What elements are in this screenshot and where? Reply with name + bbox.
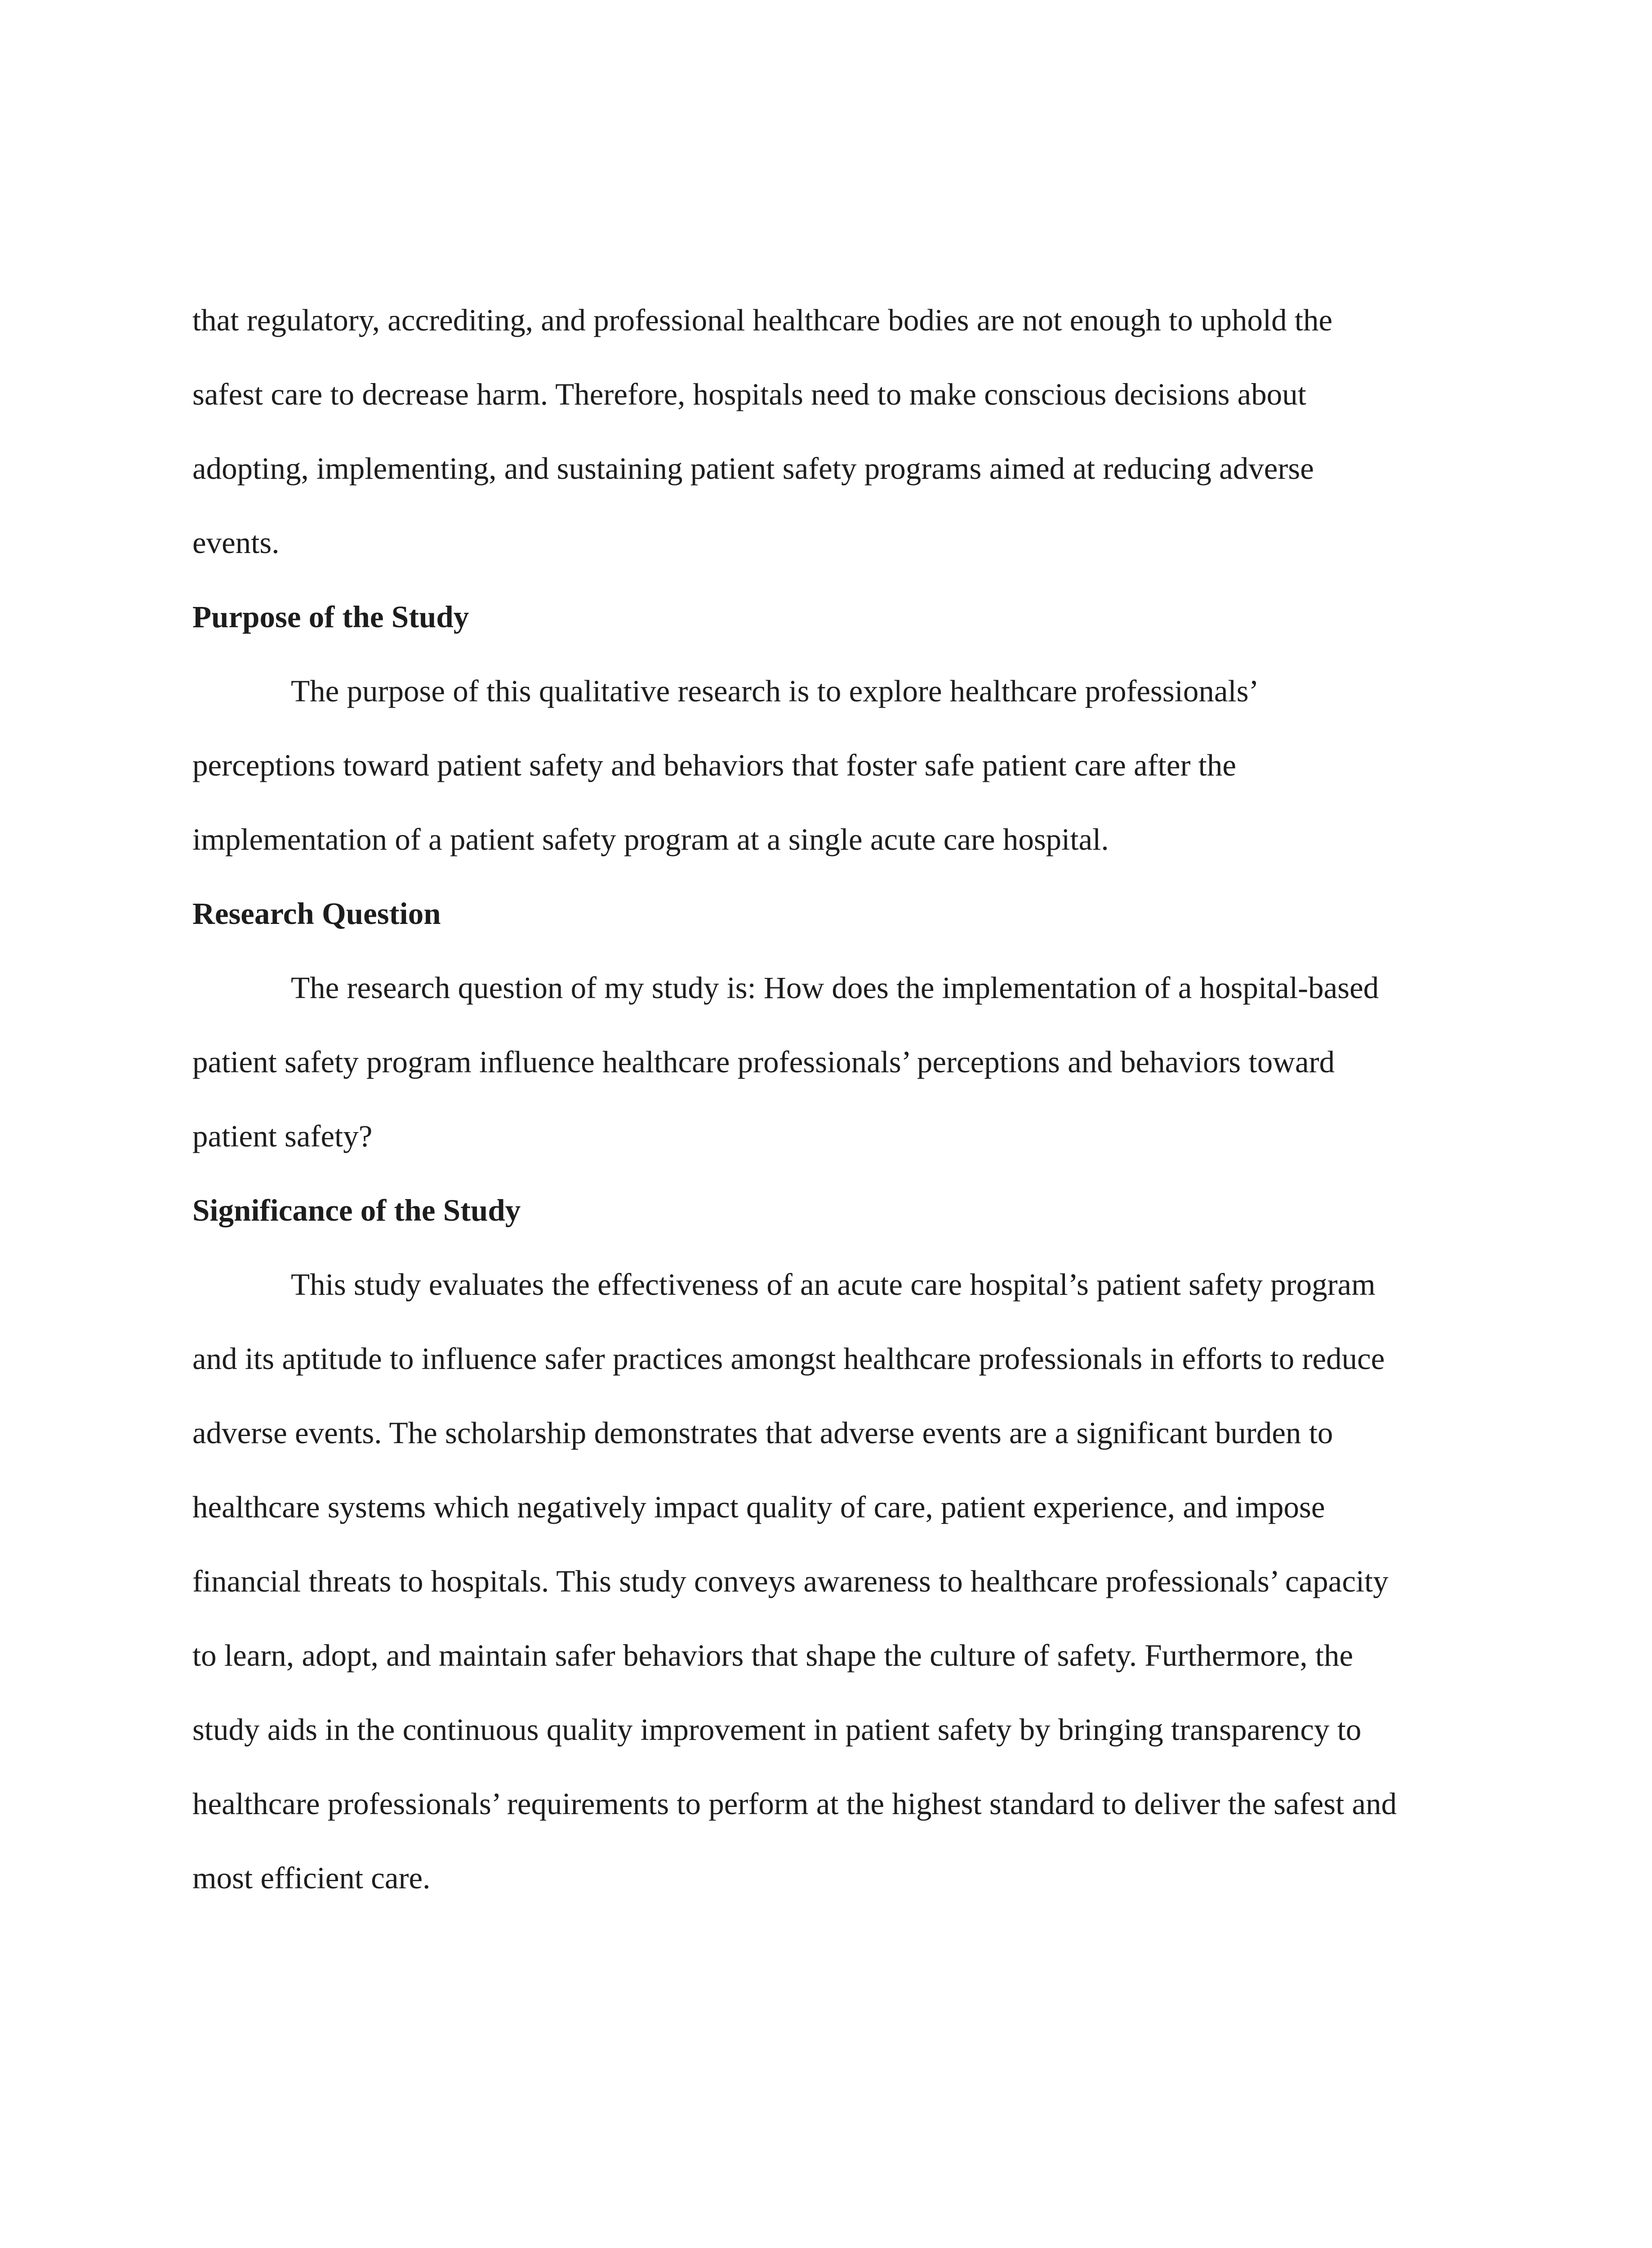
paragraph-line: safest care to decrease harm. Therefore, hospitals need to make conscious decisions about: [192, 377, 1306, 411]
section-heading-significance: Significance of the Study: [192, 1193, 521, 1227]
paragraph-line: implementation of a patient safety program at a single acute care hospital.: [192, 822, 1109, 856]
paragraph-line: healthcare systems which negatively impact quality of care, patient experience, and impose: [192, 1490, 1325, 1524]
paragraph-line: healthcare professionals’ requirements to perform at the highest standard to deliver the safest and: [192, 1787, 1397, 1821]
paragraph-line: events.: [192, 526, 280, 560]
paragraph-line: perceptions toward patient safety and behaviors that foster safe patient care after the: [192, 748, 1236, 782]
section-heading-research-question: Research Question: [192, 897, 441, 931]
paragraph-line: study aids in the continuous quality improvement in patient safety by bringing transparency to: [192, 1713, 1362, 1747]
paragraph-line: adopting, implementing, and sustaining patient safety programs aimed at reducing adverse: [192, 451, 1314, 486]
document-body: [192, 283, 1460, 1915]
paragraph-line: financial threats to hospitals. This study conveys awareness to healthcare professionals’ capacity: [192, 1564, 1389, 1598]
section-heading-purpose: Purpose of the Study: [192, 600, 469, 634]
paragraph-line: patient safety?: [192, 1119, 373, 1153]
paragraph-line: patient safety program influence healthcare professionals’ perceptions and behaviors toward: [192, 1045, 1335, 1079]
paragraph-line: and its aptitude to influence safer practices amongst healthcare professionals in efforts to reduce: [192, 1342, 1385, 1376]
paragraph-line: The purpose of this qualitative research is to explore healthcare professionals’: [291, 674, 1259, 708]
paragraph-line: This study evaluates the effectiveness of an acute care hospital’s patient safety program: [291, 1267, 1376, 1302]
paragraph-line: most efficient care.: [192, 1861, 431, 1895]
paragraph-line: to learn, adopt, and maintain safer behaviors that shape the culture of safety. Furthermore, the: [192, 1638, 1354, 1673]
paragraph-line: adverse events. The scholarship demonstrates that adverse events are a significant burden to: [192, 1416, 1333, 1450]
paragraph-line: The research question of my study is: How does the implementation of a hospital-based: [291, 971, 1379, 1005]
paragraph-line: that regulatory, accrediting, and professional healthcare bodies are not enough to uphold the: [192, 303, 1333, 337]
